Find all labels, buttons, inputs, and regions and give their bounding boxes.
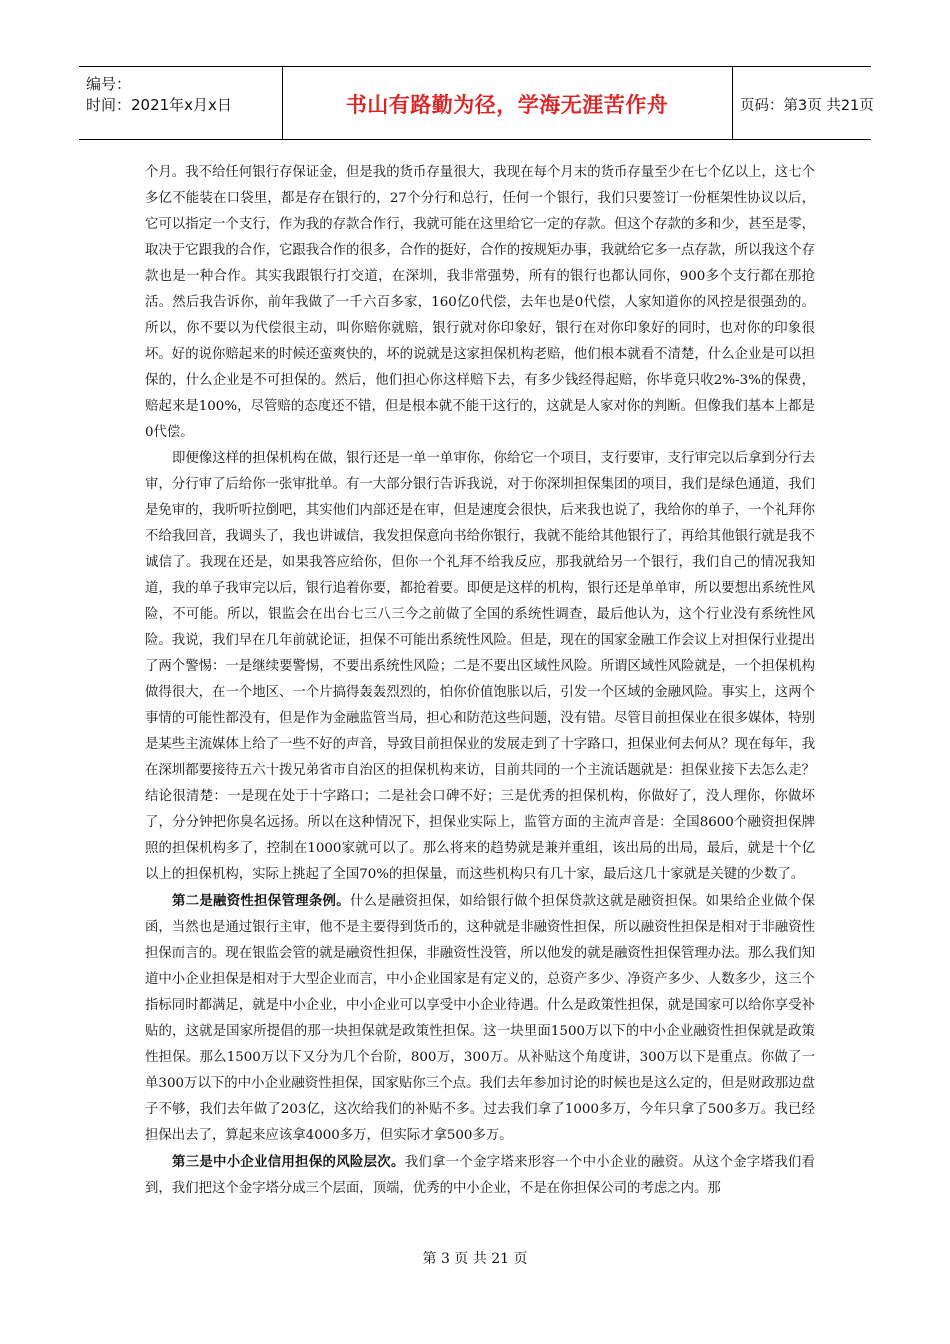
paragraph-4-heading: 第三是中小企业信用担保的风险层次。 — [172, 1154, 405, 1170]
document-body — [145, 160, 815, 1202]
paragraph-3 — [145, 888, 815, 1149]
paragraph-2 — [145, 446, 815, 888]
document-date-label: 时间：2021年x月x日 — [86, 96, 232, 114]
header-motto: 书山有路勤为径，学海无涯苦作舟 — [345, 93, 669, 117]
paragraph-2-text: 即便像这样的担保机构在做，银行还是一单一单审你，你给它一个项目，支行要审，支行审完以后拿到分行去审，分行审了后给你一张审批单。有一大部分银行告诉我说，对于你深圳担保集团的项目，我们是绿色通道，我们是免审的，我听听拉倒吧，其实他们内部还是在审，但是速度会很快，后来我也说了，我给你的单子，一个礼拜你不给我回音，我调头了，我也讲诚信，我发担保意向书给你银行，我就不能给其他银行了，再给其他银行就是我不诚信了。我现在还是，如果我答应给你，但你一个礼拜不给我反应，那我就给另一个银行，我们自己的情况我知道，我的单子我审完以后，银行追着你要，都抢着要。即便是这样的机构，银行还是单单审，所以要想出系统性风险，不可能。所以，银监会在出台七三八三今之前做了全国的系统性调查，最后他认为，这个行业没有系统性风险。我说，我们早在几年前就论证，担保不可能出系统性风险。但是，现在的国家金融工作会议上对担保行业提出了两个警惕：一是继续要警惕，不要出系统性风险；二是不要出区域性风险。所谓区域性风险就是，一个担保机构做得很大，在一个地区、一个片搞得轰轰烈烈的，怕你价值饱胀以后，引发一个区域的金融风险。事实上，这两个事情的可能性都没有，但是作为金融监管当局，担心和防范这些问题，没有错。尽管目前担保业在很多媒体，特别是某些主流媒体上给了一些不好的声音，导致目前担保业的发展走到了十字路口，担保业何去何从？现在每年，我在深圳都要接待五六十拨兄弟省市自治区的担保机构来访，目前共同的一个主流话题就是：担保业接下去怎么走？结论很清楚：一是现在处于十字路口；二是社会口碑不好；三是优秀的担保机构，你做好了，没人理你，你做坏了，分分钟把你臭名远扬。所以在这种情况下，担保业实际上，监管方面的主流声音是：全国8600个融资担保牌照的担保机构多了，控制在1000家就可以了。那么将来的趋势就是兼并重组，该出局的出局，最后，就是十个亿以上的担保机构，实际上挑起了全国70%的担保量，而这些机构只有几十家，最后这几十家就是关键的少数了。 — [145, 451, 815, 882]
paragraph-3-text: 什么是融资担保，如给银行做个担保贷款这就是融资担保。如果给企业做个保函，当然也是通过银行主审，他不是主要得到货币的，这种就是非融资性担保，所以融资性担保是相对于非融资性担保而言的。现在银监会管的就是融资性担保，非融资性没管，所以他发的就是融资性担保管理办法。那么我们知道中小企业担保是相对于大型企业而言，中小企业国家是有定义的，总资产多少、净资产多少、人数多少，这三个指标同时都满足，就是中小企业，中小企业可以享受中小企业待遇。什么是政策性担保，就是国家可以给你享受补贴的，这就是国家所提倡的那一块担保就是政策性担保。这一块里面1500万以下的中小企业融资性担保就是政策性担保。那么1500万以下又分为几个台阶，800万，300万。从补贴这个角度讲，300万以下是重点。你做了一单300万以下的中小企业融资性担保，国家贴你三个点。我们去年参加讨论的时候也是这么定的，但是财政那边盘子不够，我们去年做了203亿，这次给我们的补贴不多。过去我们拿了1000多万，今年只拿了500多万。我已经担保出去了，算起来应该拿4000多万，但实际才拿500多万。 — [145, 894, 816, 1143]
paragraph-4 — [145, 1149, 815, 1202]
page-footer: 第 3 页 共 21 页 — [422, 1251, 528, 1267]
header-meta-cell — [79, 67, 283, 139]
paragraph-3-heading: 第二是融资性担保管理条例。 — [172, 893, 350, 909]
header-page-info: 页码：第3页 共21页 — [740, 98, 874, 114]
paragraph-1-text: 个月。我不给任何银行存保证金，但是我的货币存量很大，我现在每个月末的货币存量至少在七个亿以上，这七个多亿不能装在口袋里，都是存在银行的，27个分行和总行，任何一个银行，我们只要签订一份框架性协议以后，它可以指定一个支行，作为我的存款合作行，我就可能在这里给它一定的存款。但这个存款的多和少，甚至是零，取决于它跟我的合作，它跟我合作的很多，合作的挺好，合作的按规矩办事，我就给它多一点存款，所以我这个存款也是一种合作。其实我跟银行打交道，在深圳，我非常强势，所有的银行也都认同你，900多个支行都在那抢活。然后我告诉你，前年我做了一千六百多家，160亿0代偿，去年也是0代偿，人家知道你的风控是很强劲的。所以，你不要以为代偿很主动，叫你赔你就赔，银行就对你印象好，银行在对你印象好的同时，也对你的印象很坏。好的说你赔起来的时候还蛮爽快的，坏的说就是这家担保机构老赔，他们根本就看不清楚，什么企业是可以担保的，什么企业是不可担保的。然后，他们担心你这样赔下去，有多少钱经得起赔，你毕竟只收2%-3%的保费，赔起来是100%，尽管赔的态度还不错，但是根本就不能干这行的，这就是人家对你的判断。但像我们基本上都是0代偿。 — [145, 165, 815, 440]
header-page-cell — [732, 67, 874, 139]
paragraph-4-text: 我们拿一个金字塔来形容一个中小企业的融资。从这个金字塔我们看到，我们把这个金字塔分成三个层面，顶端，优秀的中小企业，不是在你担保公司的考虑之内。那 — [145, 1155, 816, 1196]
header-motto-cell — [282, 67, 733, 139]
document-number-label: 编号： — [86, 75, 132, 93]
paragraph-1 — [145, 160, 815, 446]
page-header — [79, 66, 874, 140]
